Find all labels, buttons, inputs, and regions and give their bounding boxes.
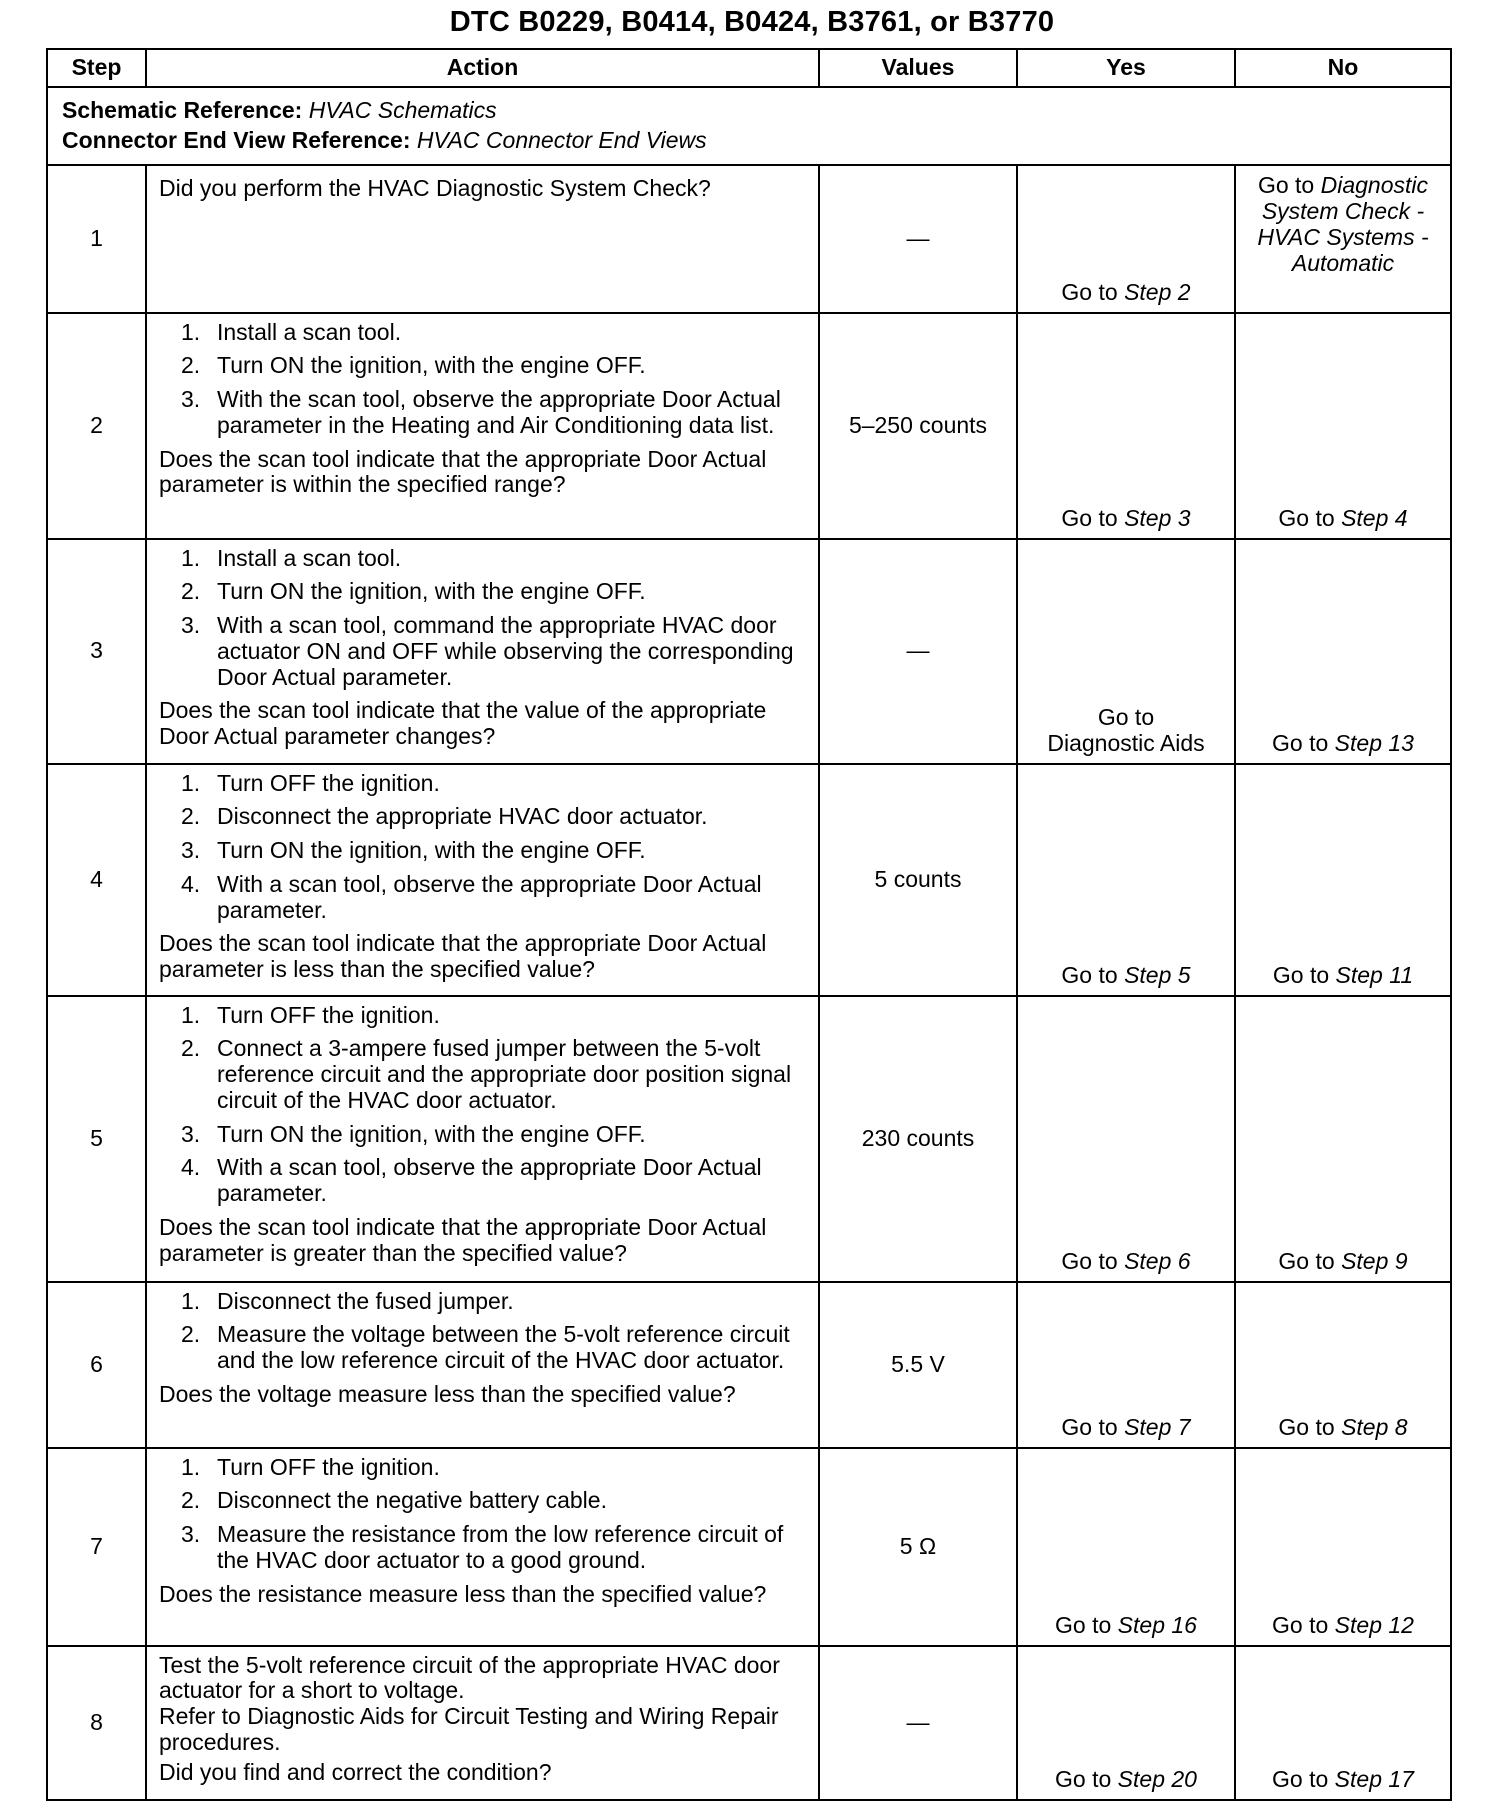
- header-yes: Yes: [1017, 49, 1235, 87]
- action-list: [159, 1003, 808, 1207]
- reference-cell: [47, 87, 1451, 165]
- value-cell: 5 counts: [819, 764, 1017, 996]
- action-item: 1. Disconnect the fused jumper.: [181, 1287, 514, 1314]
- table-row: [47, 313, 1451, 539]
- yes-cell[interactable]: Go to Step 6: [1017, 996, 1235, 1282]
- header-step: Step: [47, 49, 146, 87]
- action-question: Did you find and correct the condition?: [159, 1758, 552, 1785]
- no-cell[interactable]: Go to Step 13: [1235, 539, 1451, 764]
- action-item: 2. Disconnect the appropriate HVAC door actuator.: [181, 803, 708, 830]
- step-number: 7: [47, 1448, 146, 1646]
- no-cell[interactable]: Go to Step 17: [1235, 1646, 1451, 1800]
- action-question: Does the resistance measure less than the specified value?: [159, 1580, 767, 1607]
- action-item: 3. Turn ON the ignition, with the engine OFF.: [181, 837, 646, 863]
- action-cell: [146, 1646, 819, 1800]
- no-target-diagnostic-system-check[interactable]: Go to Diagnostic System Check - HVAC Systems - Automatic: [1257, 171, 1429, 277]
- action-cell: [146, 996, 819, 1282]
- action-text: Did you perform the HVAC Diagnostic System Check?: [159, 174, 711, 201]
- no-cell[interactable]: Go to Step 11: [1235, 764, 1451, 996]
- table-row: [47, 1646, 1451, 1800]
- action-list: [159, 546, 808, 691]
- action-item: 1. Turn OFF the ignition.: [181, 1453, 440, 1480]
- action-item: 1. Install a scan tool.: [181, 544, 402, 571]
- connector-reference-link[interactable]: HVAC Connector End Views: [416, 126, 707, 153]
- action-item: 1. Turn OFF the ignition.: [181, 1001, 440, 1028]
- step-number: 1: [47, 165, 146, 313]
- value-cell: 5 Ω: [819, 1448, 1017, 1646]
- table-row: [47, 1448, 1451, 1646]
- value-cell: 5–250 counts: [819, 313, 1017, 539]
- table-row: [47, 165, 1451, 313]
- action-question: Does the scan tool indicate that the value of the appropriate Door Actual parameter changes?: [159, 697, 767, 749]
- header-row: [47, 49, 1451, 87]
- action-item: 4. With a scan tool, observe the appropriate Door Actual parameter.: [181, 870, 762, 923]
- no-cell[interactable]: Go to Step 9: [1235, 996, 1451, 1282]
- action-cell: [146, 165, 819, 313]
- step-number: 3: [47, 539, 146, 764]
- action-item: 2. Turn ON the ignition, with the engine OFF.: [181, 578, 646, 605]
- action-item: 3. With the scan tool, observe the appropriate Door Actual parameter in the Heating and Air Conditioning data list.: [181, 386, 781, 438]
- action-cell: [146, 764, 819, 996]
- action-item: 3. Turn ON the ignition, with the engine OFF.: [181, 1120, 646, 1147]
- action-cell: [146, 1448, 819, 1646]
- action-item: 1. Turn OFF the ignition.: [181, 769, 440, 796]
- header-values: Values: [819, 49, 1017, 87]
- yes-target-diagnostic-aids[interactable]: Go to Diagnostic Aids: [1047, 704, 1205, 756]
- header-action: Action: [146, 49, 819, 87]
- no-cell[interactable]: Go to Step 12: [1235, 1448, 1451, 1646]
- step-number: 5: [47, 996, 146, 1282]
- action-item: 2. Connect a 3-ampere fused jumper between the 5-volt reference circuit and the appropriate door position signal circuit of the HVAC door actuator.: [181, 1035, 792, 1113]
- value-cell: —: [819, 539, 1017, 764]
- action-item: 4. With a scan tool, observe the appropriate Door Actual parameter.: [181, 1154, 762, 1206]
- yes-cell[interactable]: Go to Step 2: [1017, 165, 1235, 313]
- action-question: Does the scan tool indicate that the appropriate Door Actual parameter is less than the specified value?: [159, 930, 767, 982]
- action-list: [159, 771, 808, 924]
- page-title: DTC B0229, B0414, B0424, B3761, or B3770: [449, 6, 1055, 38]
- action-question: Does the scan tool indicate that the appropriate Door Actual parameter is within the specified range?: [159, 445, 767, 498]
- no-cell[interactable]: Go to Step 4: [1235, 313, 1451, 539]
- step-number: 6: [47, 1282, 146, 1448]
- no-cell[interactable]: [1235, 165, 1451, 313]
- action-item: 2. Disconnect the negative battery cable.: [181, 1487, 607, 1514]
- step-number: 8: [47, 1646, 146, 1800]
- connector-reference: Connector End View Reference: HVAC Connector End Views: [62, 126, 707, 153]
- action-item: 2. Turn ON the ignition, with the engine OFF.: [181, 352, 646, 379]
- table-row: [47, 1282, 1451, 1448]
- action-item: 3. With a scan tool, command the appropriate HVAC door actuator ON and OFF while observing the corresponding Door Actual parameter.: [181, 612, 794, 690]
- value-cell: —: [819, 165, 1017, 313]
- value-cell: 5.5 V: [819, 1282, 1017, 1448]
- action-list: [159, 320, 808, 439]
- step-number: 2: [47, 313, 146, 539]
- action-cell: [146, 313, 819, 539]
- yes-cell[interactable]: Go to Step 3: [1017, 313, 1235, 539]
- header-no: No: [1235, 49, 1451, 87]
- action-question: Does the scan tool indicate that the appropriate Door Actual parameter is greater than the specified value?: [159, 1213, 767, 1266]
- no-cell[interactable]: Go to Step 8: [1235, 1282, 1451, 1448]
- diagnostic-table: [46, 48, 1452, 1801]
- action-list: [159, 1455, 808, 1574]
- action-cell: [146, 539, 819, 764]
- value-cell: 230 counts: [819, 996, 1017, 1282]
- action-text: Test the 5-volt reference circuit of the appropriate HVAC door actuator for a short to voltage.: [159, 1651, 780, 1704]
- step-number: 4: [47, 764, 146, 996]
- action-item: 2. Measure the voltage between the 5-volt reference circuit and the low reference circuit of the HVAC door actuator.: [181, 1321, 790, 1373]
- yes-cell[interactable]: [1017, 539, 1235, 764]
- action-cell: [146, 1282, 819, 1448]
- reference-row: [47, 87, 1451, 165]
- table-row: [47, 996, 1451, 1282]
- table-row: [47, 539, 1451, 764]
- value-cell: —: [819, 1646, 1017, 1800]
- action-question: Does the voltage measure less than the specified value?: [159, 1380, 736, 1407]
- table-row: [47, 764, 1451, 996]
- yes-cell[interactable]: Go to Step 7: [1017, 1282, 1235, 1448]
- yes-cell[interactable]: Go to Step 20: [1017, 1646, 1235, 1800]
- schematic-reference-link[interactable]: HVAC Schematics: [308, 97, 497, 123]
- action-item: 3. Measure the resistance from the low reference circuit of the HVAC door actuator to a good ground.: [181, 1521, 784, 1573]
- action-item: 1. Install a scan tool.: [181, 318, 402, 345]
- action-list: [159, 1289, 808, 1374]
- action-text: Refer to Diagnostic Aids for Circuit Testing and Wiring Repair procedures.: [159, 1703, 779, 1755]
- yes-cell[interactable]: Go to Step 16: [1017, 1448, 1235, 1646]
- schematic-reference: Schematic Reference: HVAC Schematics: [62, 97, 497, 123]
- yes-cell[interactable]: Go to Step 5: [1017, 764, 1235, 996]
